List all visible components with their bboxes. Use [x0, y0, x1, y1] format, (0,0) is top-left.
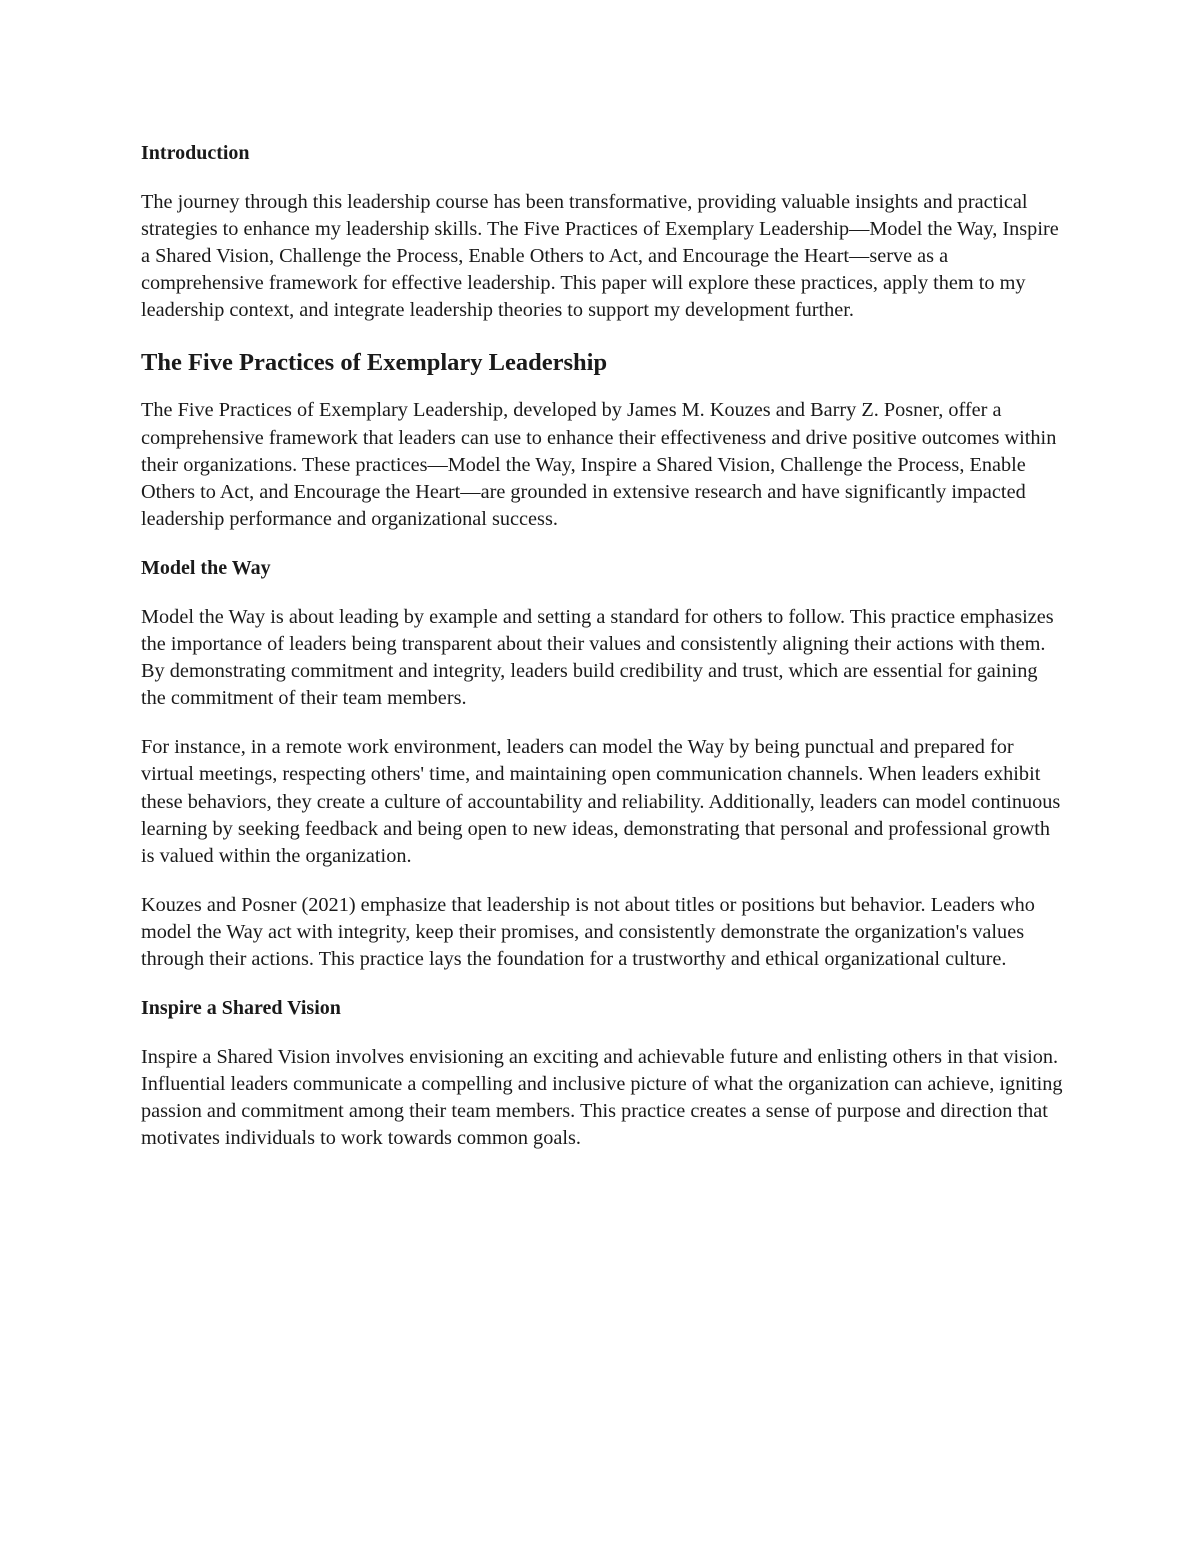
model-the-way-paragraph-2: For instance, in a remote work environment, leaders can model the Way by being punctual and prepared for virtual meetings, respecting others' time, and maintaining open communication channels. When leaders exhibit these behaviors, they create a culture of accountability and reliability. Additionally, leaders can model continuous learning by seeking feedback and being open to new ideas, demonstrating that personal and professional growth is valued within the organization. [141, 736, 1061, 867]
introduction-paragraph: The journey through this leadership course has been transformative, providing valuable insights and practical strategies to enhance my leadership skills. The Five Practices of Exemplary Leadership—Model the Way, Inspire a Shared Vision, Challenge the Process, Enable Others to Act, and Encourage the Heart—serve as a comprehensive framework for effective leadership. This paper will explore these practices, apply them to my leadership context, and integrate leadership theories to support my development further. [141, 191, 1059, 322]
inspire-shared-vision-heading: Inspire a Shared Vision [141, 997, 341, 1020]
model-the-way-paragraph-3: Kouzes and Posner (2021) emphasize that leadership is not about titles or positions but behavior. Leaders who model the Way act with integrity, keep their promises, and consistently demonstrate the organization's values through their actions. This practice lays the foundation for a trustworthy and ethical organizational culture. [141, 893, 1035, 970]
model-the-way-paragraph-1: Model the Way is about leading by example and setting a standard for others to follow. This practice emphasizes the importance of leaders being transparent about their values and consistently aligning their actions with them. By demonstrating commitment and integrity, leaders build credibility and trust, which are essential for gaining the commitment of their team members. [141, 605, 1054, 710]
model-the-way-heading: Model the Way [141, 556, 271, 579]
five-practices-paragraph: The Five Practices of Exemplary Leadership, developed by James M. Kouzes and Barry Z. Posner, offer a comprehensive framework that leaders can use to enhance their effectiveness and drive positive outcomes within their organizations. These practices—Model the Way, Inspire a Shared Vision, Challenge the Process, Enable Others to Act, and Encourage the Heart—are grounded in extensive research and have significantly impacted leadership performance and organizational success. [141, 399, 1057, 530]
document-body [141, 140, 1066, 1152]
introduction-heading: Introduction [141, 142, 250, 164]
five-practices-heading: The Five Practices of Exemplary Leadership [141, 349, 608, 377]
inspire-shared-vision-paragraph: Inspire a Shared Vision involves envisioning an exciting and achievable future and enlisting others in that vision. Influential leaders communicate a compelling and inclusive picture of what the organization can achieve, igniting passion and commitment among their team members. This practice creates a sense of purpose and direction that motivates individuals to work towards common goals. [141, 1046, 1063, 1150]
